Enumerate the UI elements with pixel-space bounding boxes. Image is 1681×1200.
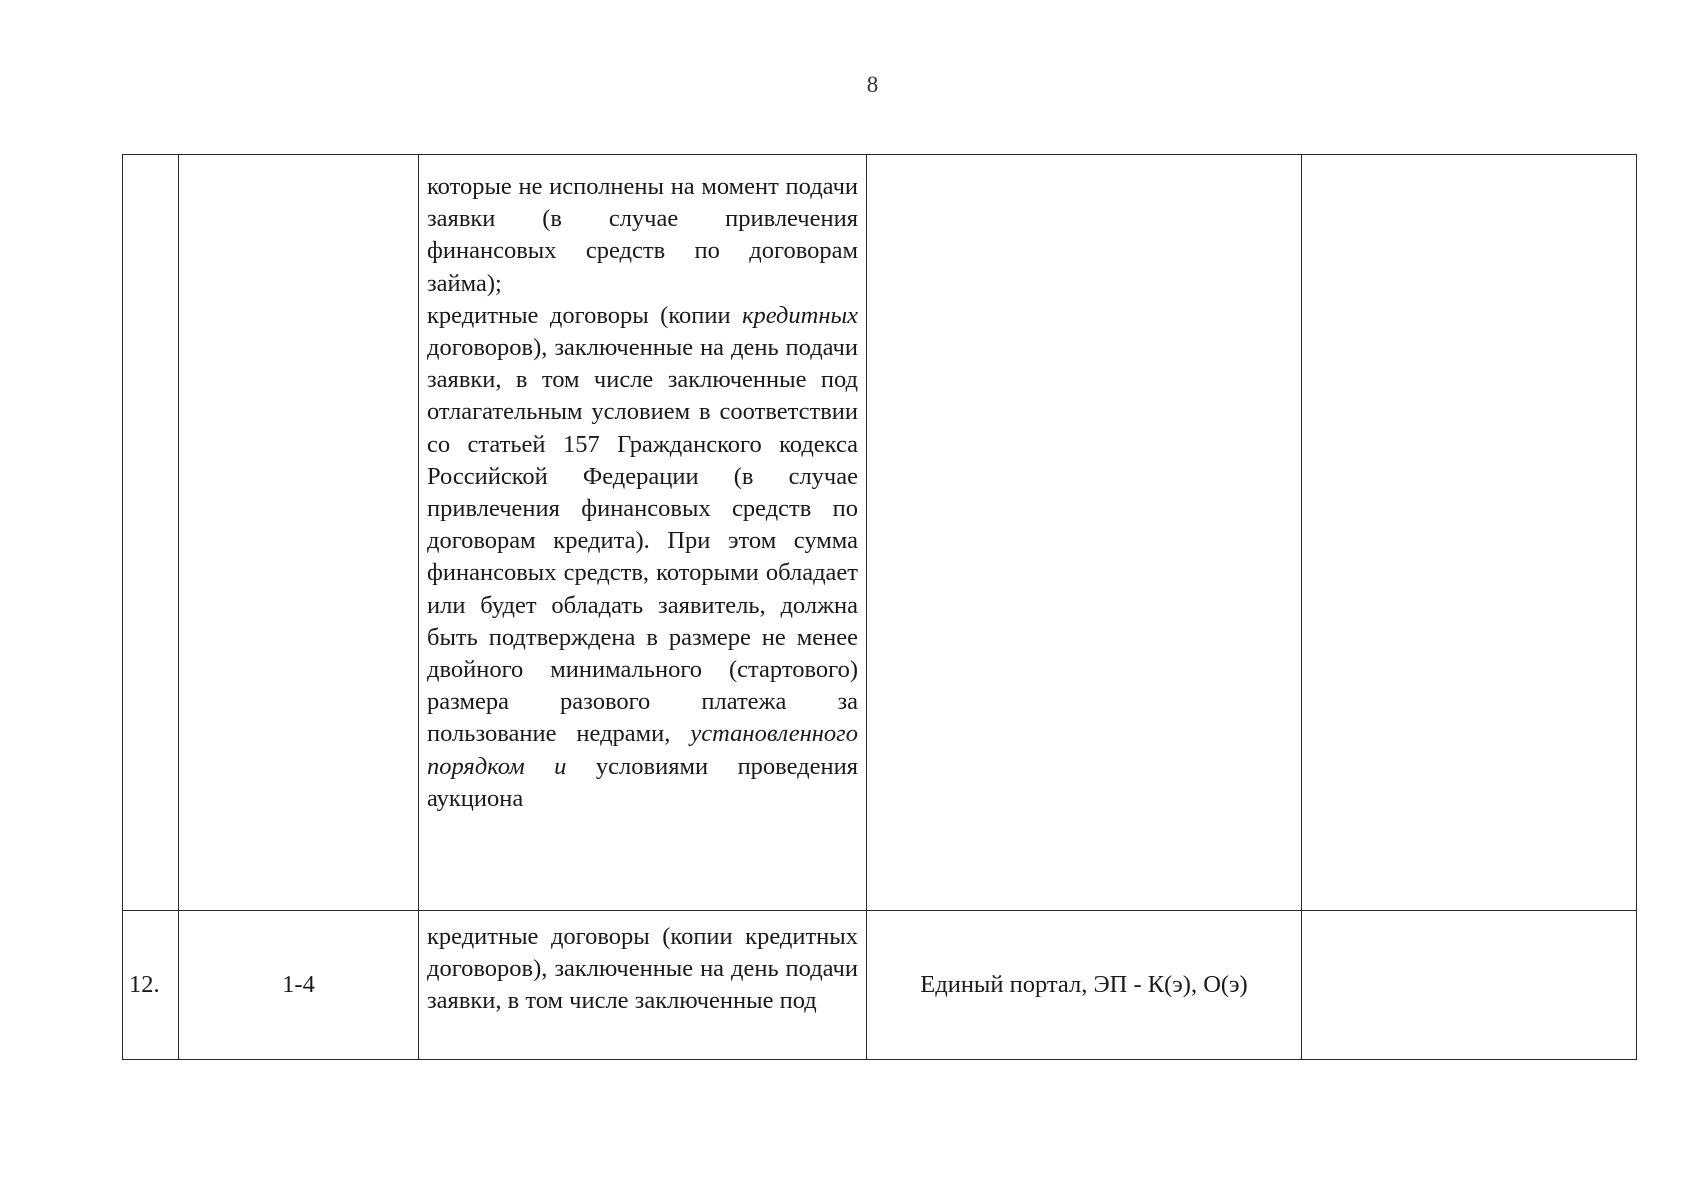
- submission-method-cell: [867, 155, 1302, 911]
- stage-cell: 1-4: [179, 911, 419, 1060]
- submission-method-cell: Единый портал, ЭП - К(э), О(э): [867, 911, 1302, 1060]
- row-number-cell: 12.: [123, 911, 179, 1060]
- notes-cell: [1302, 911, 1637, 1060]
- document-description-cell: [419, 155, 867, 911]
- notes-cell: [1302, 155, 1637, 911]
- requirements-table: [122, 154, 1637, 1060]
- document-description-cell: кредитные договоры (копии кредитных договоров), заключенные на день подачи заявки, в том числе заключенные под: [419, 911, 867, 1060]
- stage-cell: [179, 155, 419, 911]
- row-number-cell: [123, 155, 179, 911]
- document-description-text: которые не исполнены на момент подачи заявки (в случае привлечения финансовых средств по договорам займа); кредитные договоры (копии кредитных договоров), заключенные на день подачи заявки, в том числе заключенные под отлагательным условием в соответствии со статьей 157 Гражданского кодекса Российской Федерации (в случае привлечения финансовых средств по договорам кредита). При этом сумма финансовых средств, которыми обладает или будет обладать заявитель, должна быть подтверждена в размере не менее двойного минимального (стартового) размера разового платежа за пользование недрами, установленного порядком и условиями проведения аукциона: [427, 173, 858, 812]
- page-number: 8: [866, 72, 879, 97]
- table-row: [123, 155, 1637, 911]
- table-row: [123, 911, 1637, 1060]
